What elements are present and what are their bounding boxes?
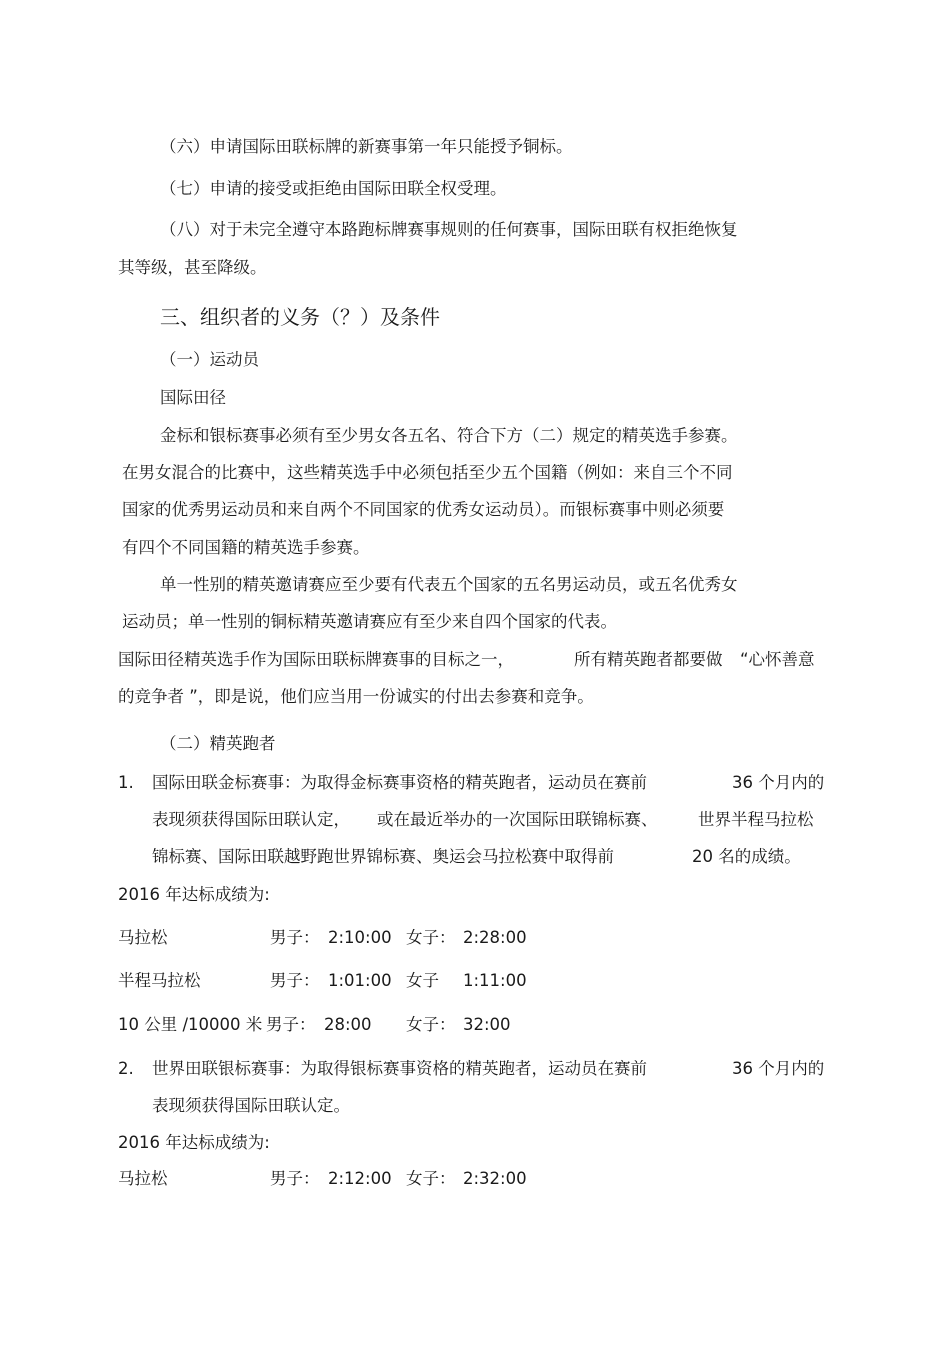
para-1-line-2: 在男女混合的比赛中，这些精英选手中必须包括至少五个国籍（例如：来自三个不同 <box>122 463 733 482</box>
section-3-heading: 三、组织者的义务（？）及条件 <box>160 305 440 329</box>
women-time: 2:28:00 <box>463 928 527 947</box>
clause-6: （六）申请国际田联标牌的新赛事第一年只能授予铜标。 <box>160 137 573 156</box>
clause-8-line-2: 其等级，甚至降级。 <box>118 258 267 277</box>
para-2-line-2: 运动员；单一性别的铜标精英邀请赛应有至少来自四个国家的代表。 <box>122 612 617 631</box>
event-name: 马拉松 <box>118 928 168 947</box>
para-3-line-1-c: “心怀善意 <box>740 650 815 669</box>
gold-line-1-b: 36 个月内的 <box>732 773 825 792</box>
men-time: 2:10:00 <box>328 928 392 947</box>
men-time: 2:12:00 <box>328 1169 392 1188</box>
men-time: 1:01:00 <box>328 971 392 990</box>
men-label: 男子： <box>270 928 320 947</box>
clause-8-line-1: （八）对于未完全遵守本路跑标牌赛事规则的任何赛事，国际田联有权拒绝恢复 <box>160 220 738 239</box>
event-name: 10 公里 /10000 米 <box>118 1015 263 1034</box>
women-time: 2:32:00 <box>463 1169 527 1188</box>
silver-standards-label: 2016 年达标成绩为: <box>118 1133 270 1152</box>
gold-line-3-b: 20 名的成绩。 <box>692 847 801 866</box>
men-time: 28:00 <box>324 1015 372 1034</box>
men-label: 男子： <box>270 1169 320 1188</box>
silver-line-2: 表现须获得国际田联认定。 <box>152 1096 350 1115</box>
gold-standards-label: 2016 年达标成绩为: <box>118 885 270 904</box>
gold-line-2-b: 或在最近举办的一次国际田联锦标赛、 <box>377 810 658 829</box>
para-3-line-1-a: 国际田径精英选手作为国际田联标牌赛事的目标之一， <box>118 650 514 669</box>
men-label: 男子： <box>266 1015 316 1034</box>
para-3-line-2: 的竞争者 ”，即是说，他们应当用一份诚实的付出去参赛和竞争。 <box>118 687 594 706</box>
gold-line-3-a: 锦标赛、国际田联越野跑世界锦标赛、奥运会马拉松赛中取得前 <box>152 847 614 866</box>
subsection-elite-runners: （二）精英跑者 <box>160 734 276 753</box>
women-label: 女子： <box>406 928 456 947</box>
event-name: 半程马拉松 <box>118 971 201 990</box>
women-label: 女子： <box>406 1169 456 1188</box>
clause-7: （七）申请的接受或拒绝由国际田联全权受理。 <box>160 179 507 198</box>
women-label: 女子： <box>406 1015 456 1034</box>
silver-line-1-b: 36 个月内的 <box>732 1059 825 1078</box>
gold-line-2-c: 世界半程马拉松 <box>698 810 814 829</box>
gold-item-number: 1. <box>118 773 134 792</box>
silver-item-number: 2. <box>118 1059 134 1078</box>
para-1-line-4: 有四个不同国籍的精英选手参赛。 <box>122 538 370 557</box>
subsection-athletes-title: 国际田径 <box>160 388 226 407</box>
women-time: 1:11:00 <box>463 971 527 990</box>
para-1-line-3: 国家的优秀男运动员和来自两个不同国家的优秀女运动员）。而银标赛事中则必须要 <box>122 500 725 519</box>
women-label: 女子 <box>406 971 439 990</box>
para-3-line-1-b: 所有精英跑者都要做 <box>574 650 723 669</box>
silver-line-1-a: 世界田联银标赛事：为取得银标赛事资格的精英跑者，运动员在赛前 <box>152 1059 647 1078</box>
men-label: 男子： <box>270 971 320 990</box>
gold-line-1-a: 国际田联金标赛事：为取得金标赛事资格的精英跑者，运动员在赛前 <box>152 773 647 792</box>
para-2-line-1: 单一性别的精英邀请赛应至少要有代表五个国家的五名男运动员，或五名优秀女 <box>160 575 738 594</box>
subsection-athletes: （一）运动员 <box>160 350 259 369</box>
event-name: 马拉松 <box>118 1169 168 1188</box>
para-1-line-1: 金标和银标赛事必须有至少男女各五名、符合下方（二）规定的精英选手参赛。 <box>160 426 738 445</box>
gold-line-2-a: 表现须获得国际田联认定， <box>152 810 350 829</box>
women-time: 32:00 <box>463 1015 511 1034</box>
